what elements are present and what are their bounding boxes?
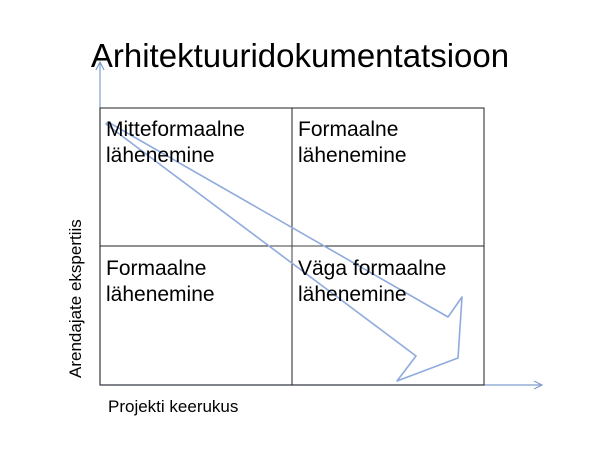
quadrant-bottom-right-line1: Väga formaalne (298, 257, 447, 280)
quadrant-top-left (106, 117, 245, 169)
quadrant-bottom-right-line2: lähenemine (298, 283, 407, 306)
axes (96, 62, 542, 389)
quadrant-top-left-line1: Mitteformaalne (106, 118, 245, 141)
x-axis-label: Projekti keerukus (108, 397, 239, 416)
quadrant-top-left-line2: lähenemine (106, 144, 215, 167)
y-axis-label: Arendajate ekspertiis (66, 219, 85, 378)
quadrant-bottom-right (298, 256, 446, 308)
quadrant-bottom-left-line1: Formaalne (106, 257, 207, 280)
quadrant-bottom-left (106, 256, 215, 308)
quadrant-top-right-line1: Formaalne (298, 118, 399, 141)
slide-title: Arhitektuuridokumentatsioon (90, 37, 510, 74)
quadrant-top-right (298, 117, 407, 169)
quadrant-bottom-left-line2: lähenemine (106, 283, 215, 306)
quadrant-top-right-line2: lähenemine (298, 144, 407, 167)
